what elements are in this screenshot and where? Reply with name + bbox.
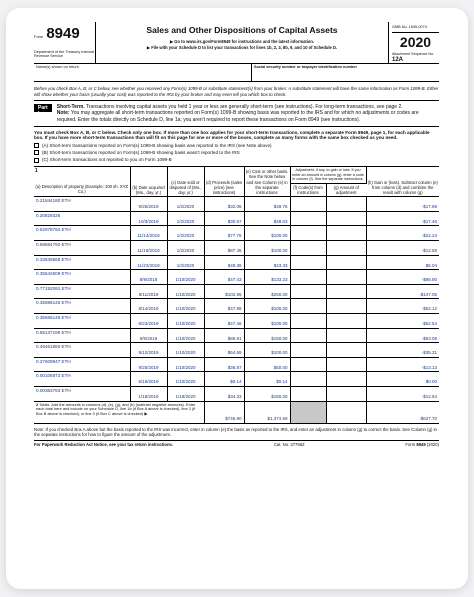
form-label: Form bbox=[34, 34, 44, 39]
cell-gain-loss[interactable]: $6.04 bbox=[366, 255, 439, 270]
instruction-line-2: ▶ File with your Schedule D to list your transactions for lines 1b, 2, 3, 8b, 9, and 10 of Schedule D. bbox=[146, 45, 338, 51]
form-number-line bbox=[34, 25, 95, 44]
total-code-shaded bbox=[290, 401, 326, 423]
cell-cost-basis[interactable]: $100.00 bbox=[244, 314, 290, 329]
totals-row bbox=[34, 401, 439, 423]
col-h-header: (h) Gain or (loss). Subtract column (e) from column (d) and combine the result with column (g) bbox=[366, 167, 439, 197]
cell-gain-loss[interactable]: -$12.54 bbox=[366, 387, 439, 402]
cell-date-acquired[interactable]: 8/9/2018 bbox=[130, 270, 167, 285]
transaction-rows bbox=[34, 197, 439, 401]
cell-proceeds[interactable]: $47.88 bbox=[204, 299, 244, 314]
cell-adjustment[interactable] bbox=[326, 284, 366, 299]
cell-code[interactable] bbox=[290, 372, 326, 387]
cell-date-sold[interactable]: 1/10/2020 bbox=[167, 270, 204, 285]
box-c-option[interactable] bbox=[34, 157, 439, 163]
cell-adjustment[interactable] bbox=[326, 197, 366, 212]
cell-cost-basis[interactable]: $150.00 bbox=[244, 387, 290, 402]
cell-description[interactable]: 0.00106873 ETH bbox=[34, 372, 130, 387]
cell-description[interactable]: 0.48461850 ETH bbox=[34, 343, 130, 358]
total-cost[interactable]: $1,374.59 bbox=[244, 401, 290, 423]
cell-date-acquired[interactable]: 11/23/2019 bbox=[130, 255, 167, 270]
cell-gain-loss[interactable]: -$35.31 bbox=[366, 343, 439, 358]
box-b-checkbox[interactable] bbox=[34, 150, 39, 155]
col-c-header: (c) Date sold or disposed of (Mo., day, yr.) bbox=[167, 167, 204, 197]
part-text-2: You may aggregate all short-term transactions reported on Form(s) 1099-B showing basis was reported to the IRS and for which no adjustments or codes are required. Enter the totals directly on Schedule D, line 1a; you aren't required to report these transactions on Form 8949 (see instructions). bbox=[56, 110, 419, 123]
table-row bbox=[34, 372, 439, 387]
cell-adjustment[interactable] bbox=[326, 211, 366, 226]
cell-adjustment[interactable] bbox=[326, 299, 366, 314]
box-a-checkbox[interactable] bbox=[34, 143, 39, 148]
form-header bbox=[34, 22, 439, 64]
table-row bbox=[34, 241, 439, 256]
footer-form-label: Form bbox=[405, 442, 416, 448]
cell-code[interactable] bbox=[290, 241, 326, 256]
cell-cost-basis[interactable]: $48.03 bbox=[244, 211, 290, 226]
form-8949 bbox=[34, 22, 439, 448]
cell-date-acquired[interactable]: 8/14/2019 bbox=[130, 299, 167, 314]
cell-date-acquired[interactable]: 6/16/2019 bbox=[130, 372, 167, 387]
cell-proceeds[interactable]: $47.43 bbox=[204, 270, 244, 285]
cell-date-sold[interactable]: 1/10/2020 bbox=[167, 328, 204, 343]
cell-code[interactable] bbox=[290, 299, 326, 314]
cell-adjustment[interactable] bbox=[326, 343, 366, 358]
cell-code[interactable] bbox=[290, 387, 326, 402]
col-a-text: (a) Description of property (Example: 100 sh. XYZ Co.) bbox=[35, 184, 129, 195]
cell-cost-basis[interactable]: $100.00 bbox=[244, 226, 290, 241]
cell-code[interactable] bbox=[290, 343, 326, 358]
cell-date-acquired[interactable]: 8/11/2019 bbox=[130, 284, 167, 299]
table-row bbox=[34, 284, 439, 299]
table-row bbox=[34, 357, 439, 372]
footer-paperwork: For Paperwork Reduction Act Notice, see your tax return instructions. bbox=[34, 442, 173, 448]
box-b-label: (B) Short-term transactions reported on Form(s) 1099-B showing basis wasn't reported to the IRS bbox=[42, 149, 240, 155]
cell-adjustment[interactable] bbox=[326, 357, 366, 372]
cell-gain-loss[interactable]: -$13.13 bbox=[366, 357, 439, 372]
part-1-header bbox=[34, 101, 439, 127]
cell-cost-basis[interactable]: $0.14 bbox=[244, 372, 290, 387]
cell-date-acquired[interactable]: 9/25/2019 bbox=[130, 357, 167, 372]
cell-description[interactable]: 0.27609947 ETH bbox=[34, 357, 130, 372]
part-text-1: Transactions involving capital assets you held 1 year or less are generally short-term (see instructions). For long-term transactions, see page 2. bbox=[86, 104, 403, 110]
cell-proceeds[interactable]: $64.69 bbox=[204, 343, 244, 358]
cell-code[interactable] bbox=[290, 197, 326, 212]
cell-date-acquired[interactable]: 9/25/2019 bbox=[130, 197, 167, 212]
table-row bbox=[34, 328, 439, 343]
cell-date-sold[interactable]: 1/10/2020 bbox=[167, 314, 204, 329]
omb-block bbox=[389, 22, 439, 63]
cell-gain-loss[interactable]: -$52.12 bbox=[366, 299, 439, 314]
cell-description[interactable]: 0.65137199 ETH bbox=[34, 328, 130, 343]
cell-date-acquired[interactable]: 1/18/2019 bbox=[130, 387, 167, 402]
cell-cost-basis[interactable]: $250.00 bbox=[244, 284, 290, 299]
cell-code[interactable] bbox=[290, 328, 326, 343]
cell-gain-loss[interactable]: -$52.54 bbox=[366, 314, 439, 329]
cell-date-sold[interactable]: 1/2/2020 bbox=[167, 241, 204, 256]
cell-adjustment[interactable] bbox=[326, 255, 366, 270]
form-title: Sales and Other Dispositions of Capital Assets bbox=[146, 25, 338, 35]
cell-description[interactable]: 0.59584792 ETH bbox=[34, 241, 130, 256]
cell-date-sold[interactable]: 1/18/2020 bbox=[167, 387, 204, 402]
cell-gain-loss[interactable]: -$147.05 bbox=[366, 284, 439, 299]
cell-description[interactable]: 0.35565146 ETH bbox=[34, 314, 130, 329]
cell-date-sold[interactable]: 1/10/2020 bbox=[167, 284, 204, 299]
footer-form-id bbox=[405, 442, 439, 447]
cell-cost-basis[interactable]: $50.00 bbox=[244, 357, 290, 372]
cell-description[interactable]: 0.00363763 ETH bbox=[34, 387, 130, 402]
box-selection bbox=[34, 127, 439, 167]
cell-proceeds[interactable]: $34.33 bbox=[204, 387, 244, 402]
department: Department of the Treasury Internal Revenue Service bbox=[34, 49, 94, 59]
seq-label: Attachment Sequence No. bbox=[392, 52, 434, 57]
footer-form-number: 8949 bbox=[416, 442, 426, 448]
cell-code[interactable] bbox=[290, 226, 326, 241]
cell-adjustment[interactable] bbox=[326, 270, 366, 285]
cell-date-acquired[interactable]: 11/14/2019 bbox=[130, 226, 167, 241]
part-label: Part I bbox=[34, 104, 52, 112]
name-row bbox=[34, 64, 439, 82]
cell-gain-loss[interactable]: $0.00 bbox=[366, 372, 439, 387]
cell-cost-basis[interactable]: $100.00 bbox=[244, 241, 290, 256]
col-b-header: (b) Date acquired (Mo., day, yr.) bbox=[130, 167, 167, 197]
cell-description[interactable]: 0.35542609 ETH bbox=[34, 270, 130, 285]
cell-cost-basis[interactable]: $150.00 bbox=[244, 328, 290, 343]
col-d-header: (d) Proceeds (sales price) (see instructions) bbox=[204, 167, 244, 197]
cell-date-sold[interactable]: 1/2/2020 bbox=[167, 211, 204, 226]
cell-proceeds[interactable]: $86.91 bbox=[204, 328, 244, 343]
cell-cost-basis[interactable]: $100.00 bbox=[244, 343, 290, 358]
form-id-block bbox=[34, 22, 96, 63]
box-instructions: You must check Box A, B, or C below. Check only one box. If more than one box applies for your short-term transactions, complete a separate Form 8949, page 1, for each applicable box. If you have more short-term transactions than will fit on this page for one or more of the boxes, complete as many forms with the same box checked as you need. bbox=[34, 129, 430, 141]
cell-code[interactable] bbox=[290, 357, 326, 372]
instruction-line-1: ▶ Go to www.irs.gov/Form8949 for instructions and the latest information. bbox=[169, 38, 315, 44]
cell-proceeds[interactable]: $30.57 bbox=[204, 211, 244, 226]
cell-description[interactable]: 0.33639568 ETH bbox=[34, 255, 130, 270]
cell-gain-loss[interactable]: -$63.09 bbox=[366, 328, 439, 343]
transactions-table bbox=[34, 167, 439, 424]
total-adjustment[interactable] bbox=[326, 401, 366, 423]
form-title-block bbox=[96, 22, 389, 63]
cell-date-sold[interactable]: 1/10/2020 bbox=[167, 372, 204, 387]
line-1-number: 1 bbox=[35, 167, 38, 174]
cell-date-acquired[interactable]: 10/3/2019 bbox=[130, 211, 167, 226]
cell-code[interactable] bbox=[290, 211, 326, 226]
omb-number: OMB No. 1545-0074 bbox=[392, 25, 439, 33]
cell-date-acquired[interactable]: 8/23/2019 bbox=[130, 314, 167, 329]
table-row bbox=[34, 299, 439, 314]
col-e-header: (e) Cost or other basis. See the Note below and see Column (e) in the separate instructions bbox=[244, 167, 290, 197]
cell-code[interactable] bbox=[290, 270, 326, 285]
table-row bbox=[34, 197, 439, 212]
col-g-header: (g) Amount of adjustment bbox=[326, 183, 366, 197]
cell-code[interactable] bbox=[290, 255, 326, 270]
cell-proceeds[interactable]: $47.46 bbox=[204, 314, 244, 329]
cell-description[interactable]: 0.21844180 ETH bbox=[34, 197, 130, 212]
form-number: 8949 bbox=[46, 25, 80, 42]
note-text: Note: If you checked Box A above but the basis reported to the IRS was incorrect, enter in column (e) the basis as reported to the IRS, and enter an adjustment in column (g) to correct the basis. See Column (g) in the separate instructions for how to figure the amount of the adjustment. bbox=[34, 424, 439, 442]
cell-adjustment[interactable] bbox=[326, 372, 366, 387]
footer-form-year: (2020) bbox=[426, 442, 439, 448]
adjustment-header: Adjustment, if any, to gain or loss. If you enter an amount in column (g), enter a code in column (f). See the separate instructions. bbox=[290, 167, 366, 183]
form-footer bbox=[34, 441, 439, 447]
part-heading: Short-Term. bbox=[56, 104, 85, 110]
col-f-header: (f) Code(s) from instructions bbox=[290, 183, 326, 197]
cell-cost-basis[interactable]: $49.76 bbox=[244, 197, 290, 212]
cell-proceeds[interactable]: $32.06 bbox=[204, 197, 244, 212]
cell-description[interactable]: 0.35886146 ETH bbox=[34, 299, 130, 314]
total-gain-loss[interactable]: -$627.70 bbox=[366, 401, 439, 423]
total-proceeds[interactable]: $746.90 bbox=[204, 401, 244, 423]
totals-number: 2 bbox=[36, 401, 39, 407]
cell-date-sold[interactable]: 1/2/2020 bbox=[167, 255, 204, 270]
footer-cat-no: Cat. No. 37768Z bbox=[273, 442, 305, 448]
cell-proceeds[interactable]: $102.95 bbox=[204, 284, 244, 299]
box-b-option[interactable] bbox=[34, 150, 439, 156]
box-c-label: (C) Short-term transactions not reported to you on Form 1099-B bbox=[42, 157, 172, 163]
cell-date-acquired[interactable]: 9/9/2019 bbox=[130, 328, 167, 343]
cell-date-sold[interactable]: 1/10/2020 bbox=[167, 299, 204, 314]
table-row bbox=[34, 343, 439, 358]
cell-proceeds[interactable]: $0.14 bbox=[204, 372, 244, 387]
cell-date-sold[interactable]: 1/2/2020 bbox=[167, 197, 204, 212]
cell-date-sold[interactable]: 1/2/2020 bbox=[167, 226, 204, 241]
cell-gain-loss[interactable]: -$85.80 bbox=[366, 270, 439, 285]
table-row bbox=[34, 314, 439, 329]
cell-adjustment[interactable] bbox=[326, 387, 366, 402]
box-a-option[interactable] bbox=[34, 143, 439, 149]
box-c-checkbox[interactable] bbox=[34, 158, 39, 163]
table-row bbox=[34, 211, 439, 226]
cell-description[interactable]: 0.20829326 bbox=[34, 211, 130, 226]
cell-gain-loss[interactable]: -$12.55 bbox=[366, 241, 439, 256]
part-note-label: Note: bbox=[56, 110, 70, 117]
totals-label: Totals. Add the amounts in columns (d), (e), (g), and (h) (subtract negative amounts). Enter each total here and include on your Schedule D, line 1b (if Box A above is checked), line 2 (if Box B above is checked), or line 3 (if Box C above is checked) ▶ bbox=[36, 401, 196, 417]
totals-label-cell bbox=[34, 401, 204, 423]
cell-cost-basis[interactable]: $133.23 bbox=[244, 270, 290, 285]
cell-adjustment[interactable] bbox=[326, 241, 366, 256]
cell-date-sold[interactable]: 1/10/2020 bbox=[167, 343, 204, 358]
cell-date-acquired[interactable]: 9/12/2019 bbox=[130, 343, 167, 358]
seq-number: 12A bbox=[392, 56, 404, 63]
cell-adjustment[interactable] bbox=[326, 328, 366, 343]
cell-adjustment[interactable] bbox=[326, 226, 366, 241]
cell-cost-basis[interactable]: $100.00 bbox=[244, 299, 290, 314]
table-row bbox=[34, 226, 439, 241]
attachment-sequence bbox=[392, 52, 439, 64]
box-a-label: (A) Short-term transactions reported on Form(s) 1099-B showing basis was reported to the IRS (see Note above) bbox=[42, 142, 272, 148]
table-row bbox=[34, 270, 439, 285]
part-text bbox=[57, 104, 439, 123]
table-row bbox=[34, 387, 439, 402]
cell-date-acquired[interactable]: 11/19/2019 bbox=[130, 241, 167, 256]
cell-description[interactable]: 0.77152091 ETH bbox=[34, 284, 130, 299]
cell-proceeds[interactable]: $87.45 bbox=[204, 241, 244, 256]
cell-gain-loss[interactable]: -$17.69 bbox=[366, 197, 439, 212]
cell-cost-basis[interactable]: $43.33 bbox=[244, 255, 290, 270]
cell-gain-loss[interactable]: -$17.46 bbox=[366, 211, 439, 226]
cell-proceeds[interactable]: $49.38 bbox=[204, 255, 244, 270]
cell-code[interactable] bbox=[290, 284, 326, 299]
cell-proceeds[interactable]: $36.87 bbox=[204, 357, 244, 372]
table-row bbox=[34, 255, 439, 270]
cell-proceeds[interactable]: $77.76 bbox=[204, 226, 244, 241]
cell-code[interactable] bbox=[290, 314, 326, 329]
name-field[interactable]: Name(s) shown on return bbox=[34, 64, 252, 81]
tax-year: 2020 bbox=[399, 33, 432, 50]
cell-adjustment[interactable] bbox=[326, 314, 366, 329]
intro-text: Before you check Box A, B, or C below, see whether you received any Form(s) 1099-B or substitute statement(s) from your broker. A substitute statement will have the same information as Form 1099-B. Either will show whether your basis (usually your cost) was reported to the IRS by your broker and may even tell you which box to check. bbox=[34, 82, 439, 101]
col-a-header bbox=[34, 167, 130, 197]
ssn-field[interactable]: Social security number or taxpayer identification number bbox=[254, 65, 357, 69]
cell-gain-loss[interactable]: -$22.24 bbox=[366, 226, 439, 241]
cell-date-sold[interactable]: 1/10/2020 bbox=[167, 357, 204, 372]
cell-description[interactable]: 0.52978794 ETH bbox=[34, 226, 130, 241]
